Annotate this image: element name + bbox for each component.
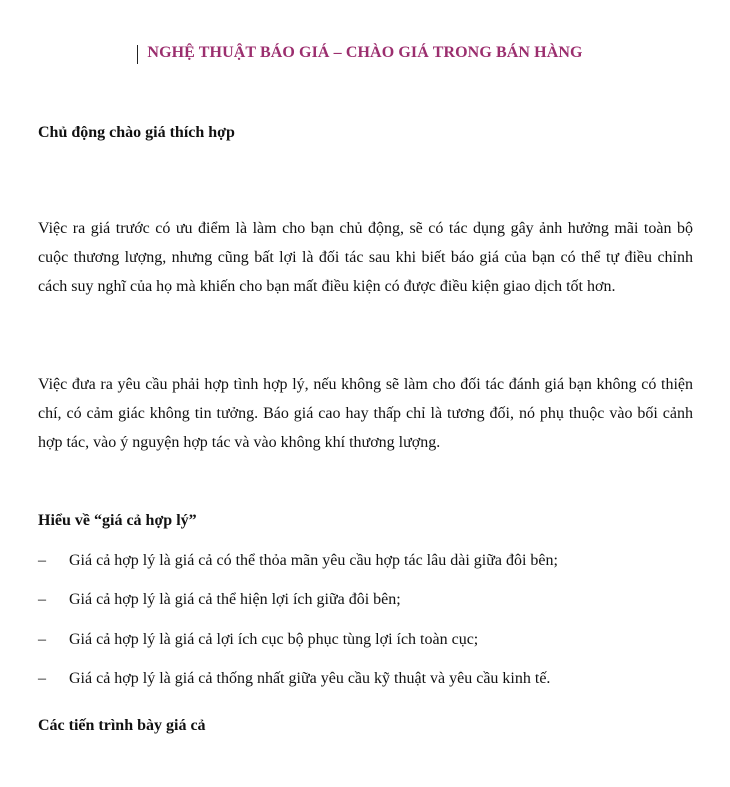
list-item-text: Giá cả hợp lý là giá cả có thể thỏa mãn yêu cầu hợp tác lâu dài giữa đôi bên; [69,552,558,569]
heading-price-presentation: Các tiến trình bày giá cả [38,717,206,734]
list-item-text: Giá cả hợp lý là giá cả thống nhất giữa yêu cầu kỹ thuật và yêu cầu kinh tế. [69,670,551,687]
document-title: NGHỆ THUẬT BÁO GIÁ – CHÀO GIÁ TRONG BÁN HÀNG [147,44,583,61]
bullet-dash: – [38,552,46,569]
list-item-text: Giá cả hợp lý là giá cả lợi ích cục bộ phục tùng lợi ích toàn cục; [69,631,479,648]
paragraph-reasonable-request: Việc đưa ra yêu cầu phải hợp tình hợp lý, nếu không sẽ làm cho đối tác đánh giá bạn không có thiện chí, có cảm giác không tin tưởng. Báo giá cao hay thấp chỉ là tương đối, nó phụ thuộc vào bối cảnh hợp tác, vào ý nguyện hợp tác và vào không khí thương lượng. [38,376,693,451]
bullet-dash: – [38,631,46,648]
heading-reasonable-price: Hiểu về “giá cả hợp lý” [38,512,197,529]
list-item-text: Giá cả hợp lý là giá cả thể hiện lợi ích giữa đôi bên; [69,591,401,608]
paragraph-first-quote-advantage: Việc ra giá trước có ưu điểm là làm cho bạn chủ động, sẽ có tác dụng gây ảnh hưởng mãi toàn bộ cuộc thương lượng, nhưng cũng bất lợi là đối tác sau khi biết báo giá của bạn có thể tự điều chỉnh cách suy nghĩ của họ mà khiến cho bạn mất điều kiện có được điều kiện giao dịch tốt hơn. [38,220,693,295]
bullet-dash: – [38,670,46,687]
heading-proactive-quote: Chủ động chào giá thích hợp [38,124,235,141]
bullet-dash: – [38,591,46,608]
